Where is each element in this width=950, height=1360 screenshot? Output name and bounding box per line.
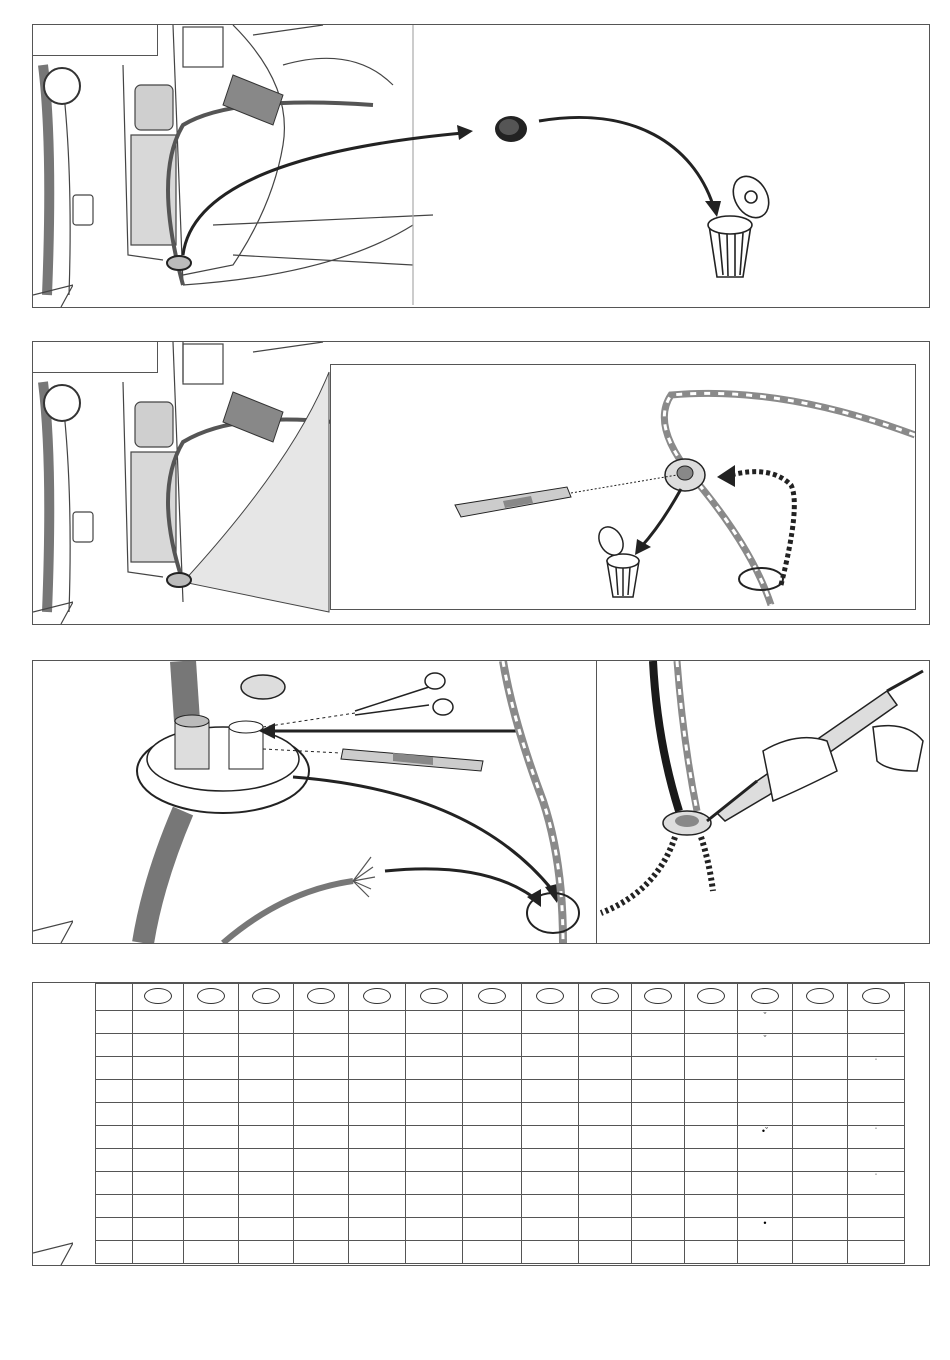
table-cell bbox=[406, 1080, 463, 1103]
table-cell bbox=[848, 1126, 905, 1149]
table-header-cell bbox=[184, 984, 239, 1011]
table-cell bbox=[294, 1126, 349, 1149]
column-marker-circle bbox=[862, 988, 890, 1004]
table-cell bbox=[685, 1172, 738, 1195]
column-marker-circle bbox=[478, 988, 506, 1004]
table-mark: ˈ bbox=[874, 1126, 878, 1136]
table-cell bbox=[738, 1011, 793, 1034]
table-cell bbox=[848, 1057, 905, 1080]
page-corner-icon bbox=[33, 600, 73, 624]
table-cell bbox=[685, 1080, 738, 1103]
table-cell bbox=[239, 1195, 294, 1218]
table-cell bbox=[349, 1195, 406, 1218]
compatibility-table-frame bbox=[32, 982, 930, 1266]
table-cell bbox=[463, 1241, 522, 1264]
table-header-cell bbox=[793, 984, 848, 1011]
table-mark: •ˇ bbox=[761, 1126, 769, 1136]
table-header-cell bbox=[294, 984, 349, 1011]
table-cell bbox=[239, 1103, 294, 1126]
plug-icon bbox=[495, 116, 527, 142]
table-header-row bbox=[96, 984, 905, 1011]
utility-knife-icon bbox=[455, 487, 571, 517]
table-cell bbox=[463, 1080, 522, 1103]
table-cell bbox=[294, 1218, 349, 1241]
table-cell bbox=[133, 1195, 184, 1218]
table-cell bbox=[848, 1034, 905, 1057]
table-cell bbox=[184, 1195, 239, 1218]
table-cell bbox=[632, 1172, 685, 1195]
table-cell bbox=[522, 1011, 579, 1034]
table-cell bbox=[294, 1080, 349, 1103]
table-cell bbox=[349, 1057, 406, 1080]
table-cell bbox=[793, 1218, 848, 1241]
table-cell bbox=[133, 1241, 184, 1264]
step-3-sealant-panel bbox=[596, 660, 930, 944]
table-cell bbox=[184, 1034, 239, 1057]
table-row bbox=[96, 1080, 905, 1103]
column-marker-circle bbox=[307, 988, 335, 1004]
table-cell bbox=[96, 1011, 133, 1034]
table-cell bbox=[184, 1103, 239, 1126]
table-cell bbox=[133, 1126, 184, 1149]
table-cell bbox=[133, 1057, 184, 1080]
trash-can-icon bbox=[708, 170, 776, 277]
table-cell bbox=[294, 1172, 349, 1195]
table-header-cell bbox=[349, 984, 406, 1011]
table-cell bbox=[848, 1172, 905, 1195]
table-cell bbox=[349, 1241, 406, 1264]
table-cell bbox=[349, 1103, 406, 1126]
table-cell bbox=[793, 1011, 848, 1034]
column-marker-circle bbox=[197, 988, 225, 1004]
table-cell bbox=[848, 1103, 905, 1126]
table-cell bbox=[133, 1034, 184, 1057]
table-cell bbox=[793, 1241, 848, 1264]
table-cell bbox=[294, 1241, 349, 1264]
table-cell bbox=[463, 1011, 522, 1034]
table-cell bbox=[632, 1126, 685, 1149]
table-cell bbox=[239, 1172, 294, 1195]
table-mark: • bbox=[763, 1218, 767, 1228]
table-cell bbox=[184, 1149, 239, 1172]
table-cell bbox=[685, 1103, 738, 1126]
table-cell bbox=[793, 1080, 848, 1103]
table-cell bbox=[579, 1172, 632, 1195]
page-corner-icon bbox=[33, 1241, 73, 1265]
table-cell bbox=[793, 1149, 848, 1172]
table-header-cell bbox=[133, 984, 184, 1011]
step-2-detail-illustration bbox=[331, 365, 915, 609]
table-cell bbox=[96, 1080, 133, 1103]
table-cell bbox=[738, 1034, 793, 1057]
table-cell bbox=[632, 1034, 685, 1057]
step-2-panel bbox=[32, 341, 930, 625]
table-cell bbox=[632, 1218, 685, 1241]
table-cell bbox=[349, 1011, 406, 1034]
table-cell bbox=[463, 1034, 522, 1057]
table-cell bbox=[349, 1034, 406, 1057]
table-cell bbox=[579, 1149, 632, 1172]
table-cell bbox=[738, 1172, 793, 1195]
table-cell bbox=[463, 1126, 522, 1149]
table-cell bbox=[738, 1080, 793, 1103]
grommet-icon bbox=[665, 459, 705, 491]
column-marker-circle bbox=[420, 988, 448, 1004]
table-cell bbox=[848, 1011, 905, 1034]
step-2-tab bbox=[33, 342, 158, 373]
table-cell bbox=[463, 1218, 522, 1241]
table-cell bbox=[96, 1103, 133, 1126]
step-1-number-circle bbox=[43, 67, 81, 105]
table-cell bbox=[406, 1149, 463, 1172]
table-row bbox=[96, 1057, 905, 1080]
step-3-right-illustration bbox=[597, 661, 929, 943]
sealant-gun-icon bbox=[707, 671, 923, 821]
table-cell bbox=[239, 1057, 294, 1080]
table-cell bbox=[848, 1218, 905, 1241]
table-cell bbox=[184, 1172, 239, 1195]
table-cell bbox=[632, 1057, 685, 1080]
table-cell bbox=[294, 1195, 349, 1218]
table-cell bbox=[685, 1011, 738, 1034]
column-marker-circle bbox=[363, 988, 391, 1004]
grommet-icon bbox=[663, 811, 711, 835]
step-2-detail-inset bbox=[330, 364, 916, 610]
column-marker-circle bbox=[644, 988, 672, 1004]
table-cell bbox=[96, 1057, 133, 1080]
table-row bbox=[96, 1126, 905, 1149]
table-cell bbox=[406, 1218, 463, 1241]
table-cell bbox=[184, 1241, 239, 1264]
table-cell bbox=[738, 1195, 793, 1218]
table-cell bbox=[96, 1172, 133, 1195]
table-cell bbox=[239, 1241, 294, 1264]
table-cell bbox=[793, 1172, 848, 1195]
step-1-illustration bbox=[33, 25, 929, 307]
table-header-cell bbox=[96, 984, 133, 1011]
table-cell bbox=[793, 1034, 848, 1057]
table-cell bbox=[579, 1195, 632, 1218]
table-cell bbox=[522, 1126, 579, 1149]
table-cell bbox=[294, 1103, 349, 1126]
table-cell bbox=[406, 1011, 463, 1034]
table-cell bbox=[579, 1011, 632, 1034]
table-cell bbox=[96, 1149, 133, 1172]
column-marker-circle bbox=[751, 988, 779, 1004]
column-marker-circle bbox=[252, 988, 280, 1004]
table-cell bbox=[96, 1241, 133, 1264]
table-cell bbox=[579, 1057, 632, 1080]
table-cell bbox=[793, 1126, 848, 1149]
table-cell bbox=[239, 1126, 294, 1149]
table-cell bbox=[349, 1149, 406, 1172]
table-cell bbox=[793, 1057, 848, 1080]
table-row bbox=[96, 1172, 905, 1195]
table-header-cell bbox=[685, 984, 738, 1011]
table-header-cell bbox=[406, 984, 463, 1011]
table-cell bbox=[463, 1103, 522, 1126]
table-cell bbox=[522, 1218, 579, 1241]
table-cell bbox=[239, 1034, 294, 1057]
table-cell bbox=[632, 1011, 685, 1034]
step-1-panel bbox=[32, 24, 930, 308]
table-header-cell bbox=[738, 984, 793, 1011]
table-header-cell bbox=[848, 984, 905, 1011]
table-cell bbox=[133, 1011, 184, 1034]
table-cell bbox=[632, 1195, 685, 1218]
table-row bbox=[96, 1034, 905, 1057]
table-cell bbox=[294, 1149, 349, 1172]
table-cell bbox=[685, 1126, 738, 1149]
table-cell bbox=[848, 1195, 905, 1218]
column-marker-circle bbox=[697, 988, 725, 1004]
table-cell bbox=[522, 1057, 579, 1080]
table-cell bbox=[184, 1057, 239, 1080]
table-cell bbox=[294, 1011, 349, 1034]
table-cell bbox=[349, 1218, 406, 1241]
table-mark: ˇ bbox=[763, 1034, 767, 1044]
table-cell bbox=[239, 1149, 294, 1172]
column-marker-circle bbox=[144, 988, 172, 1004]
table-cell bbox=[579, 1103, 632, 1126]
table-cell bbox=[463, 1172, 522, 1195]
table-cell bbox=[738, 1057, 793, 1080]
table-cell bbox=[738, 1149, 793, 1172]
table-cell bbox=[579, 1034, 632, 1057]
table-cell bbox=[406, 1241, 463, 1264]
table-cell bbox=[349, 1126, 406, 1149]
table-cell bbox=[685, 1195, 738, 1218]
table-cell bbox=[522, 1080, 579, 1103]
table-row bbox=[96, 1218, 905, 1241]
compatibility-table bbox=[95, 983, 905, 1264]
table-cell bbox=[522, 1172, 579, 1195]
table-header-cell bbox=[522, 984, 579, 1011]
table-cell bbox=[685, 1218, 738, 1241]
table-header-cell bbox=[239, 984, 294, 1011]
table-cell bbox=[632, 1149, 685, 1172]
table-cell bbox=[522, 1103, 579, 1126]
table-row bbox=[96, 1241, 905, 1264]
column-marker-circle bbox=[536, 988, 564, 1004]
table-header-cell bbox=[632, 984, 685, 1011]
table-cell bbox=[463, 1195, 522, 1218]
table-cell bbox=[239, 1218, 294, 1241]
table-cell bbox=[848, 1149, 905, 1172]
table-cell bbox=[793, 1103, 848, 1126]
table-cell bbox=[406, 1172, 463, 1195]
page-corner-icon bbox=[33, 283, 73, 307]
table-row bbox=[96, 1149, 905, 1172]
table-row bbox=[96, 1011, 905, 1034]
table-cell bbox=[632, 1103, 685, 1126]
table-cell bbox=[522, 1195, 579, 1218]
step-3-left-illustration bbox=[33, 661, 597, 943]
table-cell bbox=[96, 1195, 133, 1218]
table-cell bbox=[184, 1218, 239, 1241]
table-cell bbox=[738, 1126, 793, 1149]
table-mark: ˈ bbox=[874, 1172, 878, 1182]
page-corner-icon bbox=[33, 919, 73, 943]
table-cell bbox=[133, 1218, 184, 1241]
table-cell bbox=[632, 1080, 685, 1103]
table-cell bbox=[463, 1149, 522, 1172]
table-cell bbox=[239, 1011, 294, 1034]
table-cell bbox=[406, 1057, 463, 1080]
table-cell bbox=[133, 1080, 184, 1103]
table-cell bbox=[848, 1241, 905, 1264]
table-mark: ˈ bbox=[874, 1057, 878, 1067]
table-cell bbox=[133, 1149, 184, 1172]
table-cell bbox=[685, 1034, 738, 1057]
table-cell bbox=[848, 1080, 905, 1103]
column-marker-circle bbox=[591, 988, 619, 1004]
table-cell bbox=[522, 1149, 579, 1172]
table-cell bbox=[579, 1241, 632, 1264]
scissors-icon bbox=[355, 673, 453, 715]
table-cell bbox=[184, 1126, 239, 1149]
table-cell bbox=[463, 1057, 522, 1080]
table-cell bbox=[632, 1241, 685, 1264]
table-cell bbox=[184, 1080, 239, 1103]
utility-knife-icon bbox=[341, 749, 483, 771]
table-cell bbox=[184, 1011, 239, 1034]
table-cell bbox=[406, 1126, 463, 1149]
step-1-tab bbox=[33, 25, 158, 56]
table-cell bbox=[522, 1034, 579, 1057]
table-cell bbox=[579, 1126, 632, 1149]
table-cell bbox=[522, 1241, 579, 1264]
column-marker-circle bbox=[806, 988, 834, 1004]
table-cell bbox=[349, 1080, 406, 1103]
table-cell bbox=[685, 1149, 738, 1172]
table-cell bbox=[294, 1057, 349, 1080]
table-cell bbox=[579, 1218, 632, 1241]
table-cell bbox=[294, 1034, 349, 1057]
table-mark: ˇ bbox=[763, 1011, 767, 1021]
table-cell bbox=[738, 1241, 793, 1264]
table-cell bbox=[793, 1195, 848, 1218]
table-cell bbox=[685, 1241, 738, 1264]
trash-can-icon bbox=[594, 523, 639, 597]
table-cell bbox=[738, 1218, 793, 1241]
step-3-cable-grommet-panel bbox=[32, 660, 598, 944]
table-cell bbox=[685, 1057, 738, 1080]
table-row bbox=[96, 1195, 905, 1218]
table-cell bbox=[96, 1218, 133, 1241]
table-cell bbox=[133, 1103, 184, 1126]
table-cell bbox=[96, 1126, 133, 1149]
table-cell bbox=[579, 1080, 632, 1103]
table-header-cell bbox=[463, 984, 522, 1011]
table-cell bbox=[406, 1195, 463, 1218]
step-2-number-circle bbox=[43, 384, 81, 422]
table-cell bbox=[406, 1034, 463, 1057]
table-row bbox=[96, 1103, 905, 1126]
table-cell bbox=[239, 1080, 294, 1103]
table-header-cell bbox=[579, 984, 632, 1011]
table-cell bbox=[133, 1172, 184, 1195]
table-cell bbox=[738, 1103, 793, 1126]
table-cell bbox=[349, 1172, 406, 1195]
table-cell bbox=[406, 1103, 463, 1126]
table-cell bbox=[96, 1034, 133, 1057]
